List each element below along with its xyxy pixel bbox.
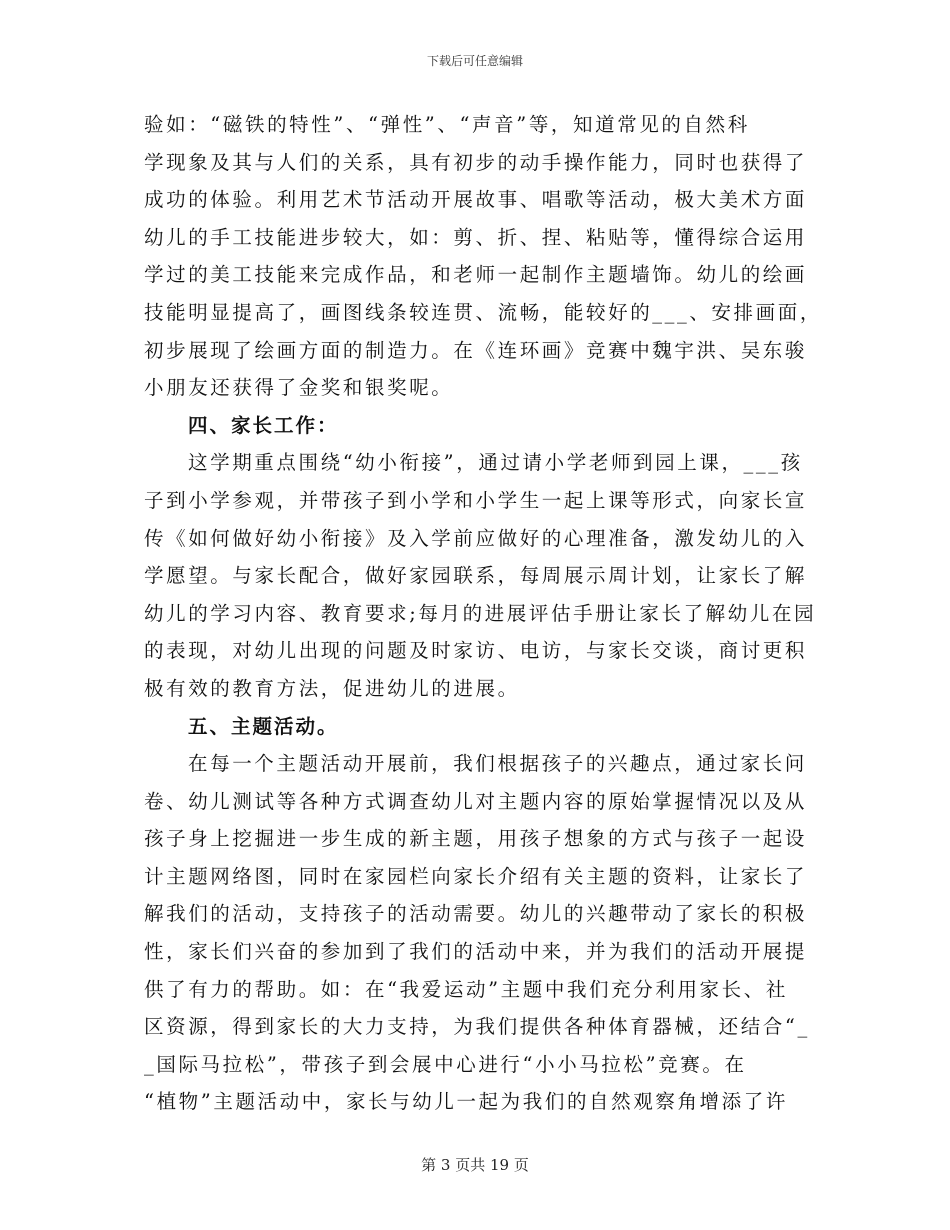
- document-body: [144, 106, 822, 1121]
- page-number: 第 3 页共 19 页: [421, 1156, 529, 1174]
- paragraph-line: 幼儿的手工技能进步较大，如：剪、折、捏、粘贴等，懂得综合运用: [144, 225, 808, 249]
- paragraph-line: “植物”主题活动中，家长与幼儿一起为我们的自然观察角增添了许: [144, 1090, 788, 1114]
- paragraph-line: 极有效的教育方法，促进幼儿的进展。: [144, 676, 520, 700]
- paragraph-line: 传《如何做好幼小衔接》及入学前应做好的心理准备，激发幼儿的入: [144, 526, 808, 550]
- section-heading-themes: 五、主题活动。: [188, 714, 339, 738]
- paragraph-line: 学现象及其与人们的关系，具有初步的动手操作能力，同时也获得了: [144, 150, 808, 174]
- paragraph-line: 卷、幼儿测试等各种方式调查幼儿对主题内容的原始掌握情况以及从: [144, 789, 808, 813]
- paragraph-line: 孩子身上挖掘进一步生成的新主题，用孩子想象的方式与孩子一起设: [144, 827, 808, 851]
- paragraph-line: 学过的美工技能来完成作品，和老师一起制作主题墙饰。幼儿的绘画: [144, 263, 808, 287]
- paragraph-line: 计主题网络图，同时在家园栏向家长介绍有关主题的资料，让家长了: [144, 864, 808, 888]
- paragraph-line: 区资源，得到家长的大力支持，为我们提供各种体育器械，还结合“_: [144, 1015, 810, 1039]
- paragraph-line: 初步展现了绘画方面的制造力。在《连环画》竞赛中魏宇洪、吴东骏: [144, 338, 808, 362]
- page-header: 下载后可任意编辑: [426, 54, 523, 68]
- paragraph-line: 供了有力的帮助。如：在“我爱运动”主题中我们充分利用家长、社: [144, 977, 788, 1001]
- paragraph-line: 学愿望。与家长配合，做好家园联系，每周展示周计划，让家长了解: [144, 564, 808, 588]
- paragraph-line: 技能明显提高了，画图线条较连贯、流畅，能较好的___、安排画面，: [144, 300, 822, 324]
- paragraph-line: 性，家长们兴奋的参加到了我们的活动中来，并为我们的活动开展提: [144, 940, 808, 964]
- paragraph-line: 解我们的活动，支持孩子的活动需要。幼儿的兴趣带动了家长的积极: [144, 902, 808, 926]
- paragraph-line: 幼儿的学习内容、教育要求;每月的进展评估手册让家长了解幼儿在园: [144, 601, 817, 625]
- paragraph-line: 子到小学参观，并带孩子到小学和小学生一起上课等形式，向家长宣: [144, 488, 808, 512]
- paragraph-line: 的表现，对幼儿出现的问题及时家访、电访，与家长交谈，商讨更积: [144, 639, 808, 663]
- paragraph-line: 验如：“磁铁的特性”、“弹性”、“声音”等，知道常见的自然科: [144, 113, 750, 136]
- section-heading-parents: 四、家长工作：: [188, 413, 339, 437]
- paragraph-line: _国际马拉松”，带孩子到会展中心进行“小小马拉松”竞赛。在: [144, 1052, 747, 1076]
- paragraph-line: 在每一个主题活动开展前，我们根据孩子的兴趣点，通过家长问: [188, 752, 807, 776]
- paragraph-line: 成功的体验。利用艺术节活动开展故事、唱歌等活动，极大美术方面: [144, 188, 808, 212]
- paragraph-line: 小朋友还获得了金奖和银奖呢。: [144, 376, 454, 400]
- paragraph-line: 这学期重点围绕“幼小衔接”，通过请小学老师到园上课，___孩: [188, 451, 803, 475]
